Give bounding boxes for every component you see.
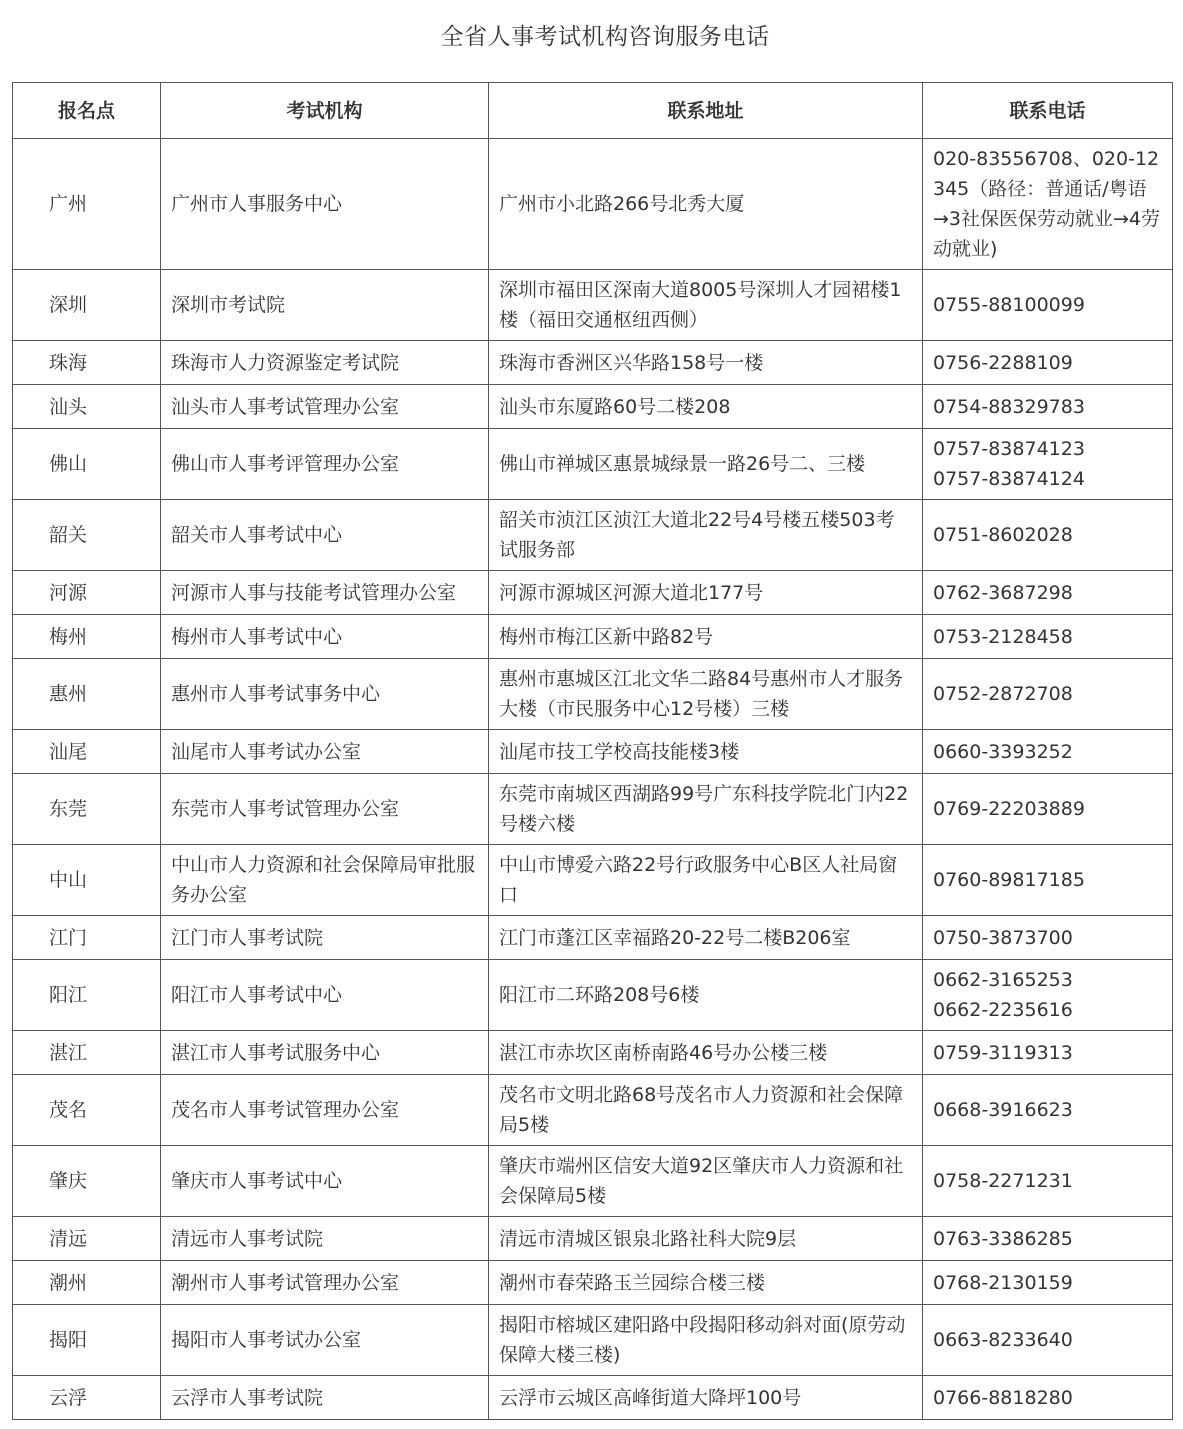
table-row — [13, 615, 1173, 659]
cell-address: 潮州市春荣路玉兰园综合楼三楼 — [489, 1261, 923, 1305]
table-row — [13, 270, 1173, 341]
cell-address: 清远市清城区银泉北路社科大院9层 — [489, 1217, 923, 1261]
cell-signup-point: 韶关 — [13, 500, 161, 571]
cell-signup-point: 阳江 — [13, 960, 161, 1031]
cell-exam-agency: 广州市人事服务中心 — [161, 139, 489, 270]
phone-number: 0762-3687298 — [933, 581, 1073, 604]
table-row — [13, 571, 1173, 615]
phone-number: 0754-88329783 — [933, 395, 1085, 418]
cell-exam-agency: 韶关市人事考试中心 — [161, 500, 489, 571]
phone-number: 0750-3873700 — [933, 926, 1073, 949]
phone-number: 0751-8602028 — [933, 524, 1073, 546]
cell-signup-point: 肇庆 — [13, 1146, 161, 1217]
table-row — [13, 341, 1173, 385]
table-row — [13, 1261, 1173, 1305]
cell-address: 韶关市浈江区浈江大道北22号4号楼五楼503考试服务部 — [489, 500, 923, 571]
cell-signup-point: 江门 — [13, 916, 161, 960]
cell-exam-agency: 汕头市人事考试管理办公室 — [161, 385, 489, 429]
phone-number: 0757-83874124 — [933, 468, 1085, 490]
table-header-row — [13, 83, 1173, 139]
cell-phone — [923, 1075, 1173, 1146]
cell-phone — [923, 1146, 1173, 1217]
cell-phone — [923, 385, 1173, 429]
cell-exam-agency: 梅州市人事考试中心 — [161, 615, 489, 659]
page-title: 全省人事考试机构咨询服务电话 — [440, 24, 770, 50]
cell-exam-agency: 清远市人事考试院 — [161, 1217, 489, 1261]
cell-exam-agency: 江门市人事考试院 — [161, 916, 489, 960]
cell-address: 惠州市惠城区江北文华二路84号惠州市人才服务大楼（市民服务中心12号楼）三楼 — [489, 659, 923, 730]
cell-exam-agency: 中山市人力资源和社会保障局审批服务办公室 — [161, 845, 489, 916]
cell-address: 深圳市福田区深南大道8005号深圳人才园裙楼1楼（福田交通枢纽西侧） — [489, 270, 923, 341]
contact-table — [12, 82, 1173, 1420]
phone-number: 0662-2235616 — [933, 999, 1073, 1021]
cell-address: 云浮市云城区高峰街道大降坪100号 — [489, 1376, 923, 1420]
phone-number: 0660-3393252 — [933, 740, 1073, 763]
cell-address: 江门市蓬江区幸福路20-22号二楼B206室 — [489, 916, 923, 960]
phone-number: 0758-2271231 — [933, 1170, 1073, 1192]
cell-address: 汕尾市技工学校高技能楼3楼 — [489, 730, 923, 774]
phone-number: 0760-89817185 — [933, 869, 1085, 891]
table-row — [13, 960, 1173, 1031]
cell-signup-point: 湛江 — [13, 1031, 161, 1075]
header-exam-agency: 考试机构 — [161, 83, 489, 139]
cell-address: 中山市博爱六路22号行政服务中心B区人社局窗口 — [489, 845, 923, 916]
table-row — [13, 1217, 1173, 1261]
cell-signup-point: 云浮 — [13, 1376, 161, 1420]
cell-phone — [923, 500, 1173, 571]
table-row — [13, 429, 1173, 500]
table-row — [13, 845, 1173, 916]
table-row — [13, 916, 1173, 960]
phone-number: 0768-2130159 — [933, 1271, 1073, 1294]
cell-address: 茂名市文明北路68号茂名市人力资源和社会保障局5楼 — [489, 1075, 923, 1146]
cell-address: 梅州市梅江区新中路82号 — [489, 615, 923, 659]
cell-phone — [923, 341, 1173, 385]
cell-exam-agency: 东莞市人事考试管理办公室 — [161, 774, 489, 845]
cell-signup-point: 梅州 — [13, 615, 161, 659]
phone-number: 0753-2128458 — [933, 625, 1073, 648]
cell-phone — [923, 1261, 1173, 1305]
cell-phone — [923, 916, 1173, 960]
cell-phone — [923, 1031, 1173, 1075]
table-row — [13, 774, 1173, 845]
cell-signup-point: 河源 — [13, 571, 161, 615]
cell-signup-point: 佛山 — [13, 429, 161, 500]
cell-signup-point: 广州 — [13, 139, 161, 270]
cell-phone — [923, 139, 1173, 270]
cell-address: 湛江市赤坎区南桥南路46号办公楼三楼 — [489, 1031, 923, 1075]
cell-signup-point: 中山 — [13, 845, 161, 916]
cell-exam-agency: 汕尾市人事考试办公室 — [161, 730, 489, 774]
cell-phone — [923, 429, 1173, 500]
cell-phone — [923, 730, 1173, 774]
cell-signup-point: 清远 — [13, 1217, 161, 1261]
cell-phone — [923, 1305, 1173, 1376]
table-row — [13, 730, 1173, 774]
cell-phone — [923, 1217, 1173, 1261]
cell-address: 广州市小北路266号北秀大厦 — [489, 139, 923, 270]
cell-address: 阳江市二环路208号6楼 — [489, 960, 923, 1031]
table-row — [13, 1075, 1173, 1146]
cell-signup-point: 深圳 — [13, 270, 161, 341]
cell-signup-point: 珠海 — [13, 341, 161, 385]
cell-address: 东莞市南城区西湖路99号广东科技学院北门内22号楼六楼 — [489, 774, 923, 845]
table-row — [13, 500, 1173, 571]
cell-address: 肇庆市端州区信安大道92区肇庆市人力资源和社会保障局5楼 — [489, 1146, 923, 1217]
table-row — [13, 1305, 1173, 1376]
cell-signup-point: 揭阳 — [13, 1305, 161, 1376]
header-signup-point: 报名点 — [13, 83, 161, 139]
table-row — [13, 385, 1173, 429]
cell-signup-point: 汕头 — [13, 385, 161, 429]
cell-exam-agency: 茂名市人事考试管理办公室 — [161, 1075, 489, 1146]
cell-address: 汕头市东厦路60号二楼208 — [489, 385, 923, 429]
cell-phone — [923, 615, 1173, 659]
cell-signup-point: 东莞 — [13, 774, 161, 845]
cell-signup-point: 惠州 — [13, 659, 161, 730]
phone-number: 0759-3119313 — [933, 1041, 1073, 1064]
cell-exam-agency: 深圳市考试院 — [161, 270, 489, 341]
cell-phone — [923, 1376, 1173, 1420]
cell-exam-agency: 湛江市人事考试服务中心 — [161, 1031, 489, 1075]
cell-exam-agency: 河源市人事与技能考试管理办公室 — [161, 571, 489, 615]
cell-exam-agency: 云浮市人事考试院 — [161, 1376, 489, 1420]
cell-phone — [923, 960, 1173, 1031]
phone-number: 0663-8233640 — [933, 1329, 1073, 1351]
phone-number: 0662-3165253 — [933, 969, 1073, 991]
phone-number: 0769-22203889 — [933, 798, 1085, 820]
table-row — [13, 1031, 1173, 1075]
cell-phone — [923, 659, 1173, 730]
cell-exam-agency: 揭阳市人事考试办公室 — [161, 1305, 489, 1376]
phone-number: 0763-3386285 — [933, 1227, 1073, 1250]
table-row — [13, 139, 1173, 270]
phone-number: 0668-3916623 — [933, 1099, 1073, 1121]
cell-phone — [923, 774, 1173, 845]
cell-signup-point: 潮州 — [13, 1261, 161, 1305]
cell-exam-agency: 肇庆市人事考试中心 — [161, 1146, 489, 1217]
cell-exam-agency: 惠州市人事考试事务中心 — [161, 659, 489, 730]
cell-address: 揭阳市榕城区建阳路中段揭阳移动斜对面(原劳动保障大楼三楼) — [489, 1305, 923, 1376]
cell-address: 佛山市禅城区惠景城绿景一路26号二、三楼 — [489, 429, 923, 500]
cell-phone — [923, 845, 1173, 916]
cell-exam-agency: 潮州市人事考试管理办公室 — [161, 1261, 489, 1305]
phone-number: 0755-88100099 — [933, 294, 1085, 316]
cell-exam-agency: 珠海市人力资源鉴定考试院 — [161, 341, 489, 385]
cell-phone — [923, 270, 1173, 341]
table-row — [13, 1146, 1173, 1217]
cell-signup-point: 茂名 — [13, 1075, 161, 1146]
cell-signup-point: 汕尾 — [13, 730, 161, 774]
phone-number: 0766-8818280 — [933, 1386, 1073, 1409]
cell-exam-agency: 佛山市人事考评管理办公室 — [161, 429, 489, 500]
phone-number: 0752-2872708 — [933, 683, 1073, 705]
header-phone: 联系电话 — [923, 83, 1173, 139]
header-address: 联系地址 — [489, 83, 923, 139]
phone-number: 020-83556708、020-12345（路径：普通话/粤语→3社保医保劳动就业→4劳动就业) — [933, 148, 1161, 260]
cell-address: 珠海市香洲区兴华路158号一楼 — [489, 341, 923, 385]
cell-address: 河源市源城区河源大道北177号 — [489, 571, 923, 615]
cell-exam-agency: 阳江市人事考试中心 — [161, 960, 489, 1031]
table-row — [13, 1376, 1173, 1420]
table-body — [13, 139, 1173, 1420]
table-row — [13, 659, 1173, 730]
phone-number: 0757-83874123 — [933, 438, 1085, 460]
cell-phone — [923, 571, 1173, 615]
phone-number: 0756-2288109 — [933, 351, 1073, 374]
